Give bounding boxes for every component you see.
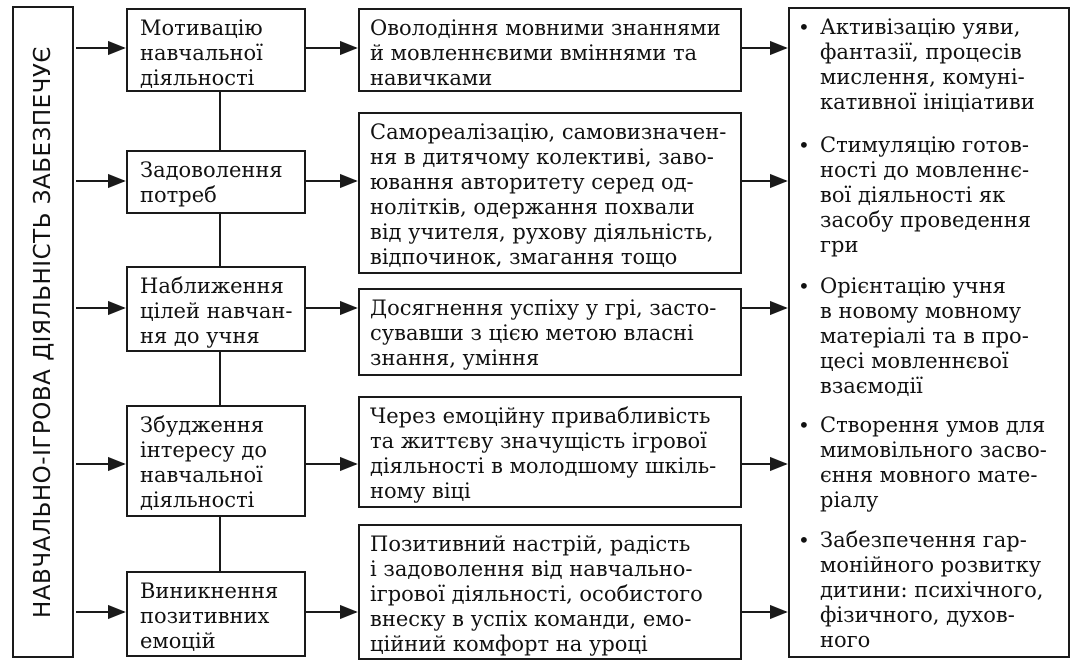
function-box-goals [126, 266, 306, 352]
means-box-positive-mood [358, 524, 742, 660]
function-text: Наближення цілей навчан- ня до учня [140, 274, 293, 348]
means-text: Оволодіння мовними знаннями й мовленнєвими вміннями та навичками [370, 16, 721, 90]
bullet-marker: • [798, 413, 810, 437]
main-label-box [12, 6, 74, 658]
result-item: Стимуляцію готов- ності до мовленнє- вої діяльності як засобу проведення гри [820, 133, 1031, 257]
means-box-success [358, 288, 742, 376]
main-label: НАВЧАЛЬНО-ІГРОВА ДІЯЛЬНІСТЬ ЗАБЕЗПЕЧУЄ [30, 46, 56, 618]
means-box-knowledge [358, 8, 742, 92]
means-box-attractiveness [358, 396, 742, 508]
function-box-needs [126, 150, 306, 214]
means-text: Позитивний настрій, радість і задоволення від навчально- ігрової діяльності, особистого внеску в успіх команди, емо- ційний комфорт на уроці [370, 532, 703, 656]
result-item: Створення умов для мимовільного засво- єння мовного мате- ріалу [820, 413, 1047, 512]
bullet-marker: • [798, 15, 810, 39]
means-box-self-realization [358, 112, 742, 274]
results-box [788, 7, 1070, 658]
function-text: Виникнення позитивних емоцій [140, 579, 279, 653]
means-text: Самореалізацію, самовизначен- ня в дитячому колективі, заво- ювання авторитету серед од- нолітків, одержання похвали від учителя, рухову діяльність, відпочинок, змагання тощо [370, 120, 727, 269]
function-box-interest [126, 405, 306, 517]
function-text: Збудження інтересу до навчальної діяльності [140, 413, 267, 512]
means-text: Досягнення успіху у грі, засто- сувавши з цією метою власні знання, уміння [370, 296, 717, 370]
result-item: Забезпечення гар- монійного розвитку дитини: психічного, фізичного, духов- ного [820, 528, 1044, 652]
means-text: Через емоційну привабливість та життєву значущість ігрової діяльності в молодшому шкіль- ному віці [370, 404, 717, 503]
function-text: Мотивацію навчальної діяльності [140, 16, 263, 90]
bullet-marker: • [798, 133, 810, 157]
function-text: Задоволення потреб [140, 158, 283, 207]
result-item: Активізацію уяви, фантазії, процесів мислення, комуні- кативної ініціативи [820, 15, 1035, 114]
bullet-marker: • [798, 528, 810, 552]
function-box-emotions [126, 571, 306, 657]
result-item: Орієнтацію учня в новому мовному матеріалі та в про- цесі мовленнєвої взаємодії [820, 274, 1029, 398]
function-box-motivation [126, 8, 306, 92]
bullet-marker: • [798, 274, 810, 298]
